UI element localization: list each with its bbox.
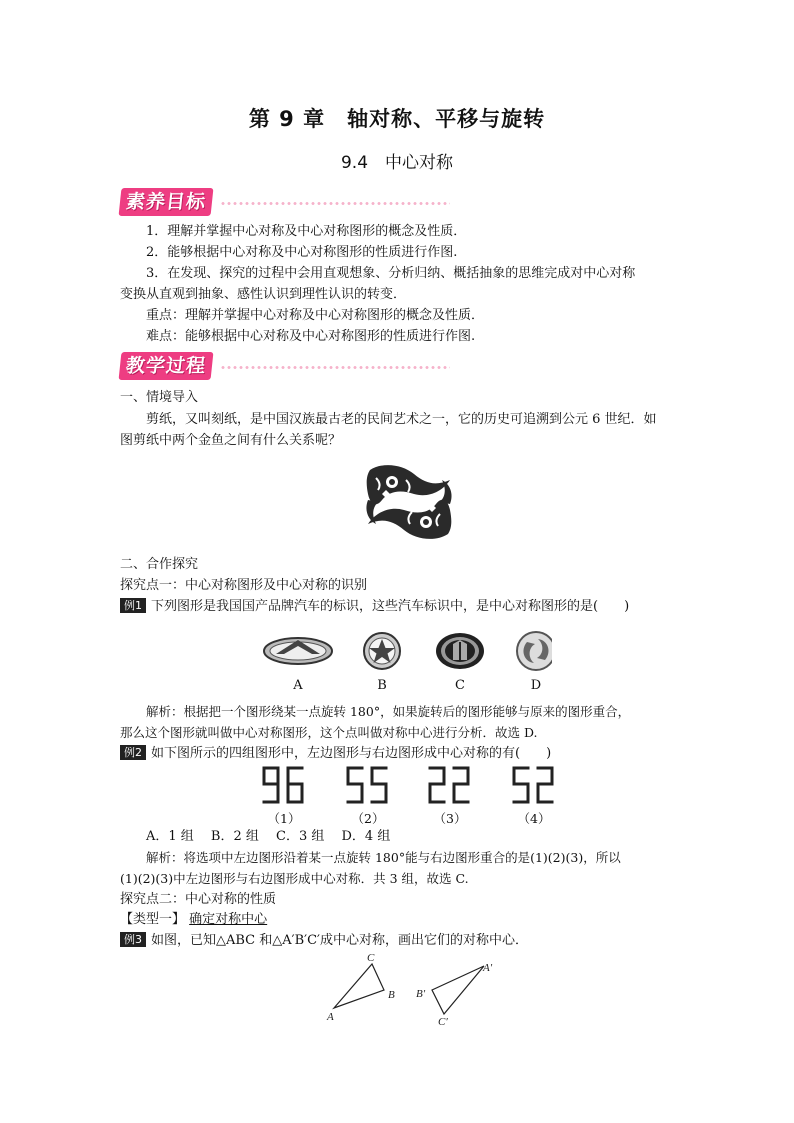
example-1 bbox=[120, 597, 629, 617]
logo-c bbox=[436, 633, 484, 669]
type-1-title: 确定对称中心 bbox=[189, 912, 268, 927]
goal-item-3: 3．在发现、探究的过程中会用直观想象、分析归纳、概括抽象的思维完成对中心对称 bbox=[146, 266, 636, 281]
intro-text-2: 图剪纸中两个金鱼之间有什么关系呢？ bbox=[120, 433, 342, 448]
figure-label-4: （4） bbox=[517, 811, 551, 826]
example-3 bbox=[120, 931, 528, 951]
digit-5b bbox=[372, 768, 386, 802]
digit-2b bbox=[454, 768, 468, 802]
label-b-prime: B′ bbox=[416, 988, 426, 1000]
explore-point-2: 探究点二：中心对称的性质 bbox=[120, 892, 277, 907]
example-1-analysis-2: 那么这个图形就叫做中心对称图形，这个点叫做对称中心进行分析．故选 D. bbox=[120, 725, 538, 740]
section-subtitle: 9.4 中心对称 bbox=[340, 153, 454, 173]
option-label-d: D bbox=[530, 678, 542, 693]
example-1-badge: 例1 bbox=[120, 598, 146, 613]
key-point: 重点：理解并掌握中心对称及中心对称图形的概念及性质． bbox=[146, 308, 485, 323]
label-c-prime: C′ bbox=[438, 1016, 448, 1028]
car-logos bbox=[262, 630, 552, 672]
goals-banner bbox=[120, 188, 460, 216]
process-banner bbox=[120, 352, 460, 380]
example-3-badge: 例3 bbox=[120, 932, 146, 947]
digit-9 bbox=[264, 768, 278, 802]
example-1-text: 下列图形是我国国产品牌汽车的标识，这些汽车标识中，是中心对称图形的是( ) bbox=[151, 599, 630, 614]
example-2-analysis-1: 解析：将选项中左边图形沿着某一点旋转 180°能与右边图形重合的是(1)(2)(3)，所以 bbox=[146, 850, 621, 865]
banner-dots bbox=[220, 201, 450, 206]
digit-5c bbox=[514, 768, 528, 802]
option-label-b: B bbox=[377, 678, 387, 693]
label-c: C bbox=[367, 952, 375, 964]
digit-2a bbox=[430, 768, 444, 802]
option-label-a: A bbox=[293, 678, 303, 693]
goldfish-papercut-image bbox=[362, 460, 456, 544]
example-2 bbox=[120, 744, 551, 764]
logo-a bbox=[264, 638, 332, 664]
goal-item-3-cont: 变换从直观到抽象、感性认识到理性认识的转变． bbox=[120, 287, 407, 302]
logo-b bbox=[364, 633, 400, 669]
logo-d bbox=[517, 632, 552, 670]
example-3-text: 如图，已知△ABC 和△A′B′C′成中心对称，画出它们的对称中心． bbox=[151, 933, 529, 948]
figure-label-2: （2） bbox=[351, 811, 385, 826]
goal-item-1: 1．理解并掌握中心对称及中心对称图形的概念及性质． bbox=[146, 224, 467, 239]
label-b: B bbox=[388, 989, 395, 1001]
triangle-abc bbox=[334, 964, 384, 1008]
banner-dots bbox=[220, 365, 450, 370]
page-title: 第 9 章 轴对称、平移与旋转 bbox=[248, 107, 546, 131]
triangle-a-prime bbox=[432, 966, 484, 1014]
example-1-analysis-1: 解析：根据把一个图形绕某一点旋转 180°，如果旋转后的图形能够与原来的图形重合， bbox=[146, 704, 631, 719]
label-a-prime: A′ bbox=[483, 962, 493, 974]
difficult-point: 难点：能够根据中心对称及中心对称图形的性质进行作图. bbox=[146, 329, 476, 344]
figure-label-1: （1） bbox=[267, 811, 301, 826]
intro-text-1: 剪纸，又叫刻纸，是中国汉族最古老的民间艺术之一，它的历史可追溯到公元 6 世纪．如 bbox=[146, 412, 657, 427]
explore-point-1: 探究点一：中心对称图形及中心对称的识别 bbox=[120, 578, 368, 593]
digit-5a bbox=[348, 768, 362, 802]
goals-banner-label: 素养目标 bbox=[119, 188, 214, 216]
goal-item-2: 2．能够根据中心对称及中心对称图形的性质进行作图. bbox=[146, 245, 458, 260]
section-2-title: 二、合作探究 bbox=[120, 557, 199, 572]
figure-label-3: （3） bbox=[433, 811, 467, 826]
digit-6 bbox=[288, 768, 302, 802]
option-label-c: C bbox=[455, 678, 465, 693]
example-2-badge: 例2 bbox=[120, 745, 146, 760]
process-banner-label: 教学过程 bbox=[119, 352, 214, 380]
label-a: A bbox=[327, 1011, 334, 1023]
triangles-figure bbox=[320, 950, 500, 1028]
example-2-text: 如下图所示的四组图形中，左边图形与右边图形成中心对称的有( ) bbox=[151, 746, 552, 761]
example-2-analysis-2: (1)(2)(3)中左边图形与右边图形成中心对称．共 3 组，故选 C. bbox=[120, 871, 469, 886]
section-1-title: 一、情境导入 bbox=[120, 390, 199, 405]
digit-2c bbox=[538, 768, 552, 802]
type-1-bracket: 【类型一】 bbox=[120, 912, 186, 927]
type-1-heading bbox=[120, 910, 267, 930]
example-2-options: A．1 组 B．2 组 C．3 组 D．4 组 bbox=[146, 829, 391, 844]
digit-figures bbox=[258, 764, 568, 806]
